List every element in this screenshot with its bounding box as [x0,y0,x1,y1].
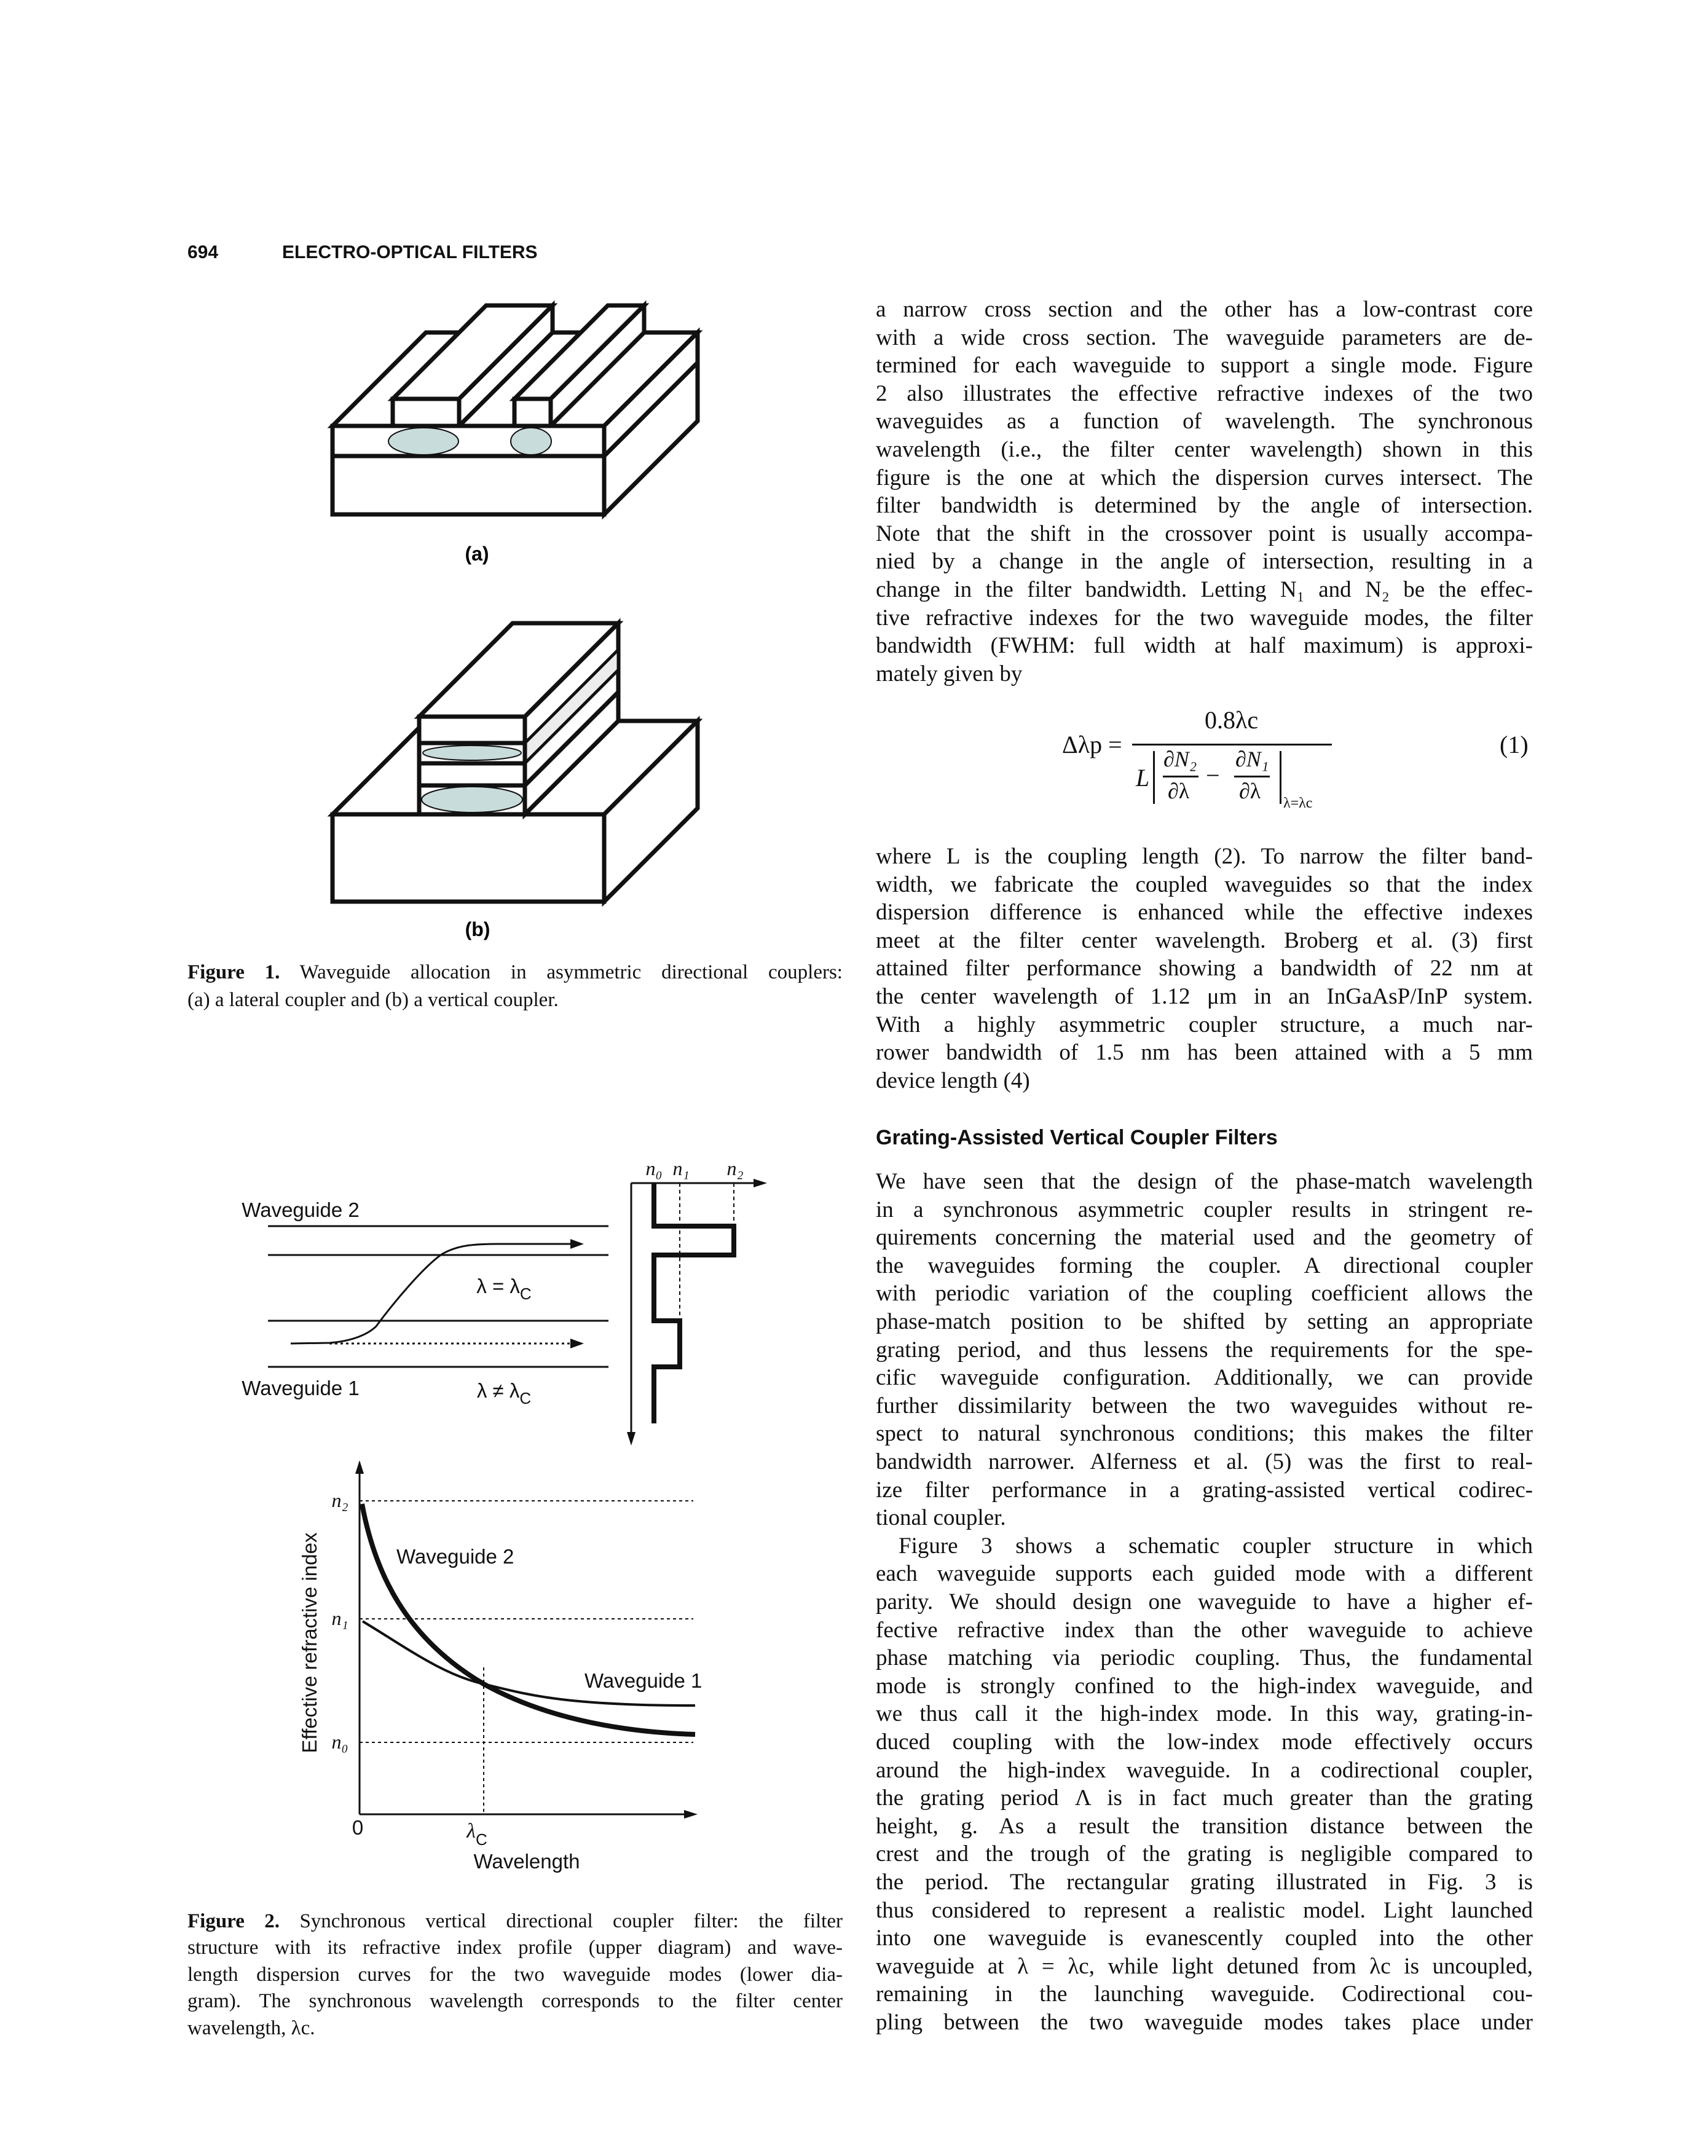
equation-number: (1) [1500,731,1529,758]
caption-label: Figure 2. [187,1910,280,1932]
text-line: waveguides as a function of wavelength. The synchronous [876,409,1533,435]
text-line: bandwidth (FWHM: full width at half maximum) is approxi- [876,633,1533,659]
text-line: device length (4) [876,1068,1030,1093]
text-line: each waveguide supports each guided mode with a different [876,1561,1533,1587]
mode-profile-lower [422,787,522,812]
text-line: filter bandwidth is determined by the angle of intersection. [876,493,1533,519]
caption-line: structure with its refractive index profile (upper diagram) and wave- [187,1937,843,1959]
uncoupled-condition: $\lambda \ne \lambda_C$ [476,1379,532,1407]
text-line: rower bandwidth of 1.5 nm has been attained with a 5 mm [876,1040,1533,1066]
caption-line: length dispersion curves for the two waveguide modes (lower dia- [187,1964,843,1986]
caption-line: (a) a lateral coupler and (b) a vertical coupler. [187,989,559,1011]
running-header: ELECTRO-OPTICAL FILTERS [282,242,538,262]
equation-minus: − [1206,761,1220,789]
panel-a-label: (a) [465,543,489,565]
term1-numerator: ∂N₂ [1163,747,1197,771]
caption-line: gram). The synchronous wavelength corresponds to the filter center [187,1990,843,2012]
text-line: the grating period Λ is in fact much greater than the grating [876,1785,1533,1811]
text-line: termined for each waveguide to support a single mode. Figure [876,353,1533,379]
text-line: parity. We should design one waveguide to have a higher ef- [876,1589,1533,1615]
text-line: pling between the two waveguide modes takes place under [876,2010,1533,2035]
text-line: phase matching via periodic coupling. Thus, the fundamental [876,1645,1533,1671]
text-line: the period. The rectangular grating illustrated in Fig. 3 is [876,1870,1533,1895]
page-number: 694 [187,242,219,262]
text-line: We have seen that the design of the phase-match wavelength [876,1169,1533,1194]
curve-label-waveguide-1: Waveguide 1 [584,1669,702,1692]
x-origin-label: 0 [352,1816,364,1839]
text-line: nied by a change in the angle of intersection, resulting in a [876,549,1533,575]
equation-numerator: 0.8λc [1205,706,1259,734]
text-line: width, we fabricate the coupled waveguides so that the index [876,871,1533,897]
text-line: mately given by [876,661,1023,687]
text-line: into one waveguide is evanescently coupled into the other [876,1926,1533,1951]
abs-bar-right [1280,751,1281,804]
text-line: duced coupling with the low-index mode effectively occurs [876,1729,1533,1755]
text-line: tional coupler. [876,1505,1006,1531]
figure-1b-vertical-coupler [333,623,698,902]
evaluation-point: λ=λc [1283,795,1313,811]
text-line: fective refractive index than the other waveguide to achieve [876,1617,1533,1643]
text-line: the waveguides forming the coupler. A directional coupler [876,1253,1533,1278]
text-line: spect to natural synchronous conditions; this makes the filter [876,1421,1533,1447]
mode-profile-1 [388,428,458,455]
text-line: Figure 3 shows a schematic coupler structure in which [899,1533,1533,1559]
text-line: we thus call it the high-index mode. In this way, grating-in- [876,1701,1533,1727]
abs-bar-left [1153,751,1155,804]
text-line: waveguide at λ = λc, while light detuned from λc is uncoupled, [876,1953,1533,1979]
mode-profile-upper [423,746,521,760]
caption-label: Figure 1. [187,961,280,983]
text-line: quirements concerning the material used and the geometry of [876,1225,1533,1251]
caption-line: wavelength, λc. [187,2017,315,2039]
y-tick-n2: n₂ [331,1489,348,1511]
coupled-condition: $\lambda = \lambda_C$ [476,1275,532,1303]
text-line: with periodic variation of the coupling coefficient allows the [876,1281,1533,1307]
panel-b-label: (b) [465,918,490,940]
text-line: grating period, and thus lessens the requirements for the spe- [876,1337,1533,1363]
text-line: remaining in the launching waveguide. Codirectional cou- [876,1981,1533,2007]
y-axis-label: Effective refractive index [298,1532,321,1753]
text-line: bandwidth narrower. Alferness et al. (5) was the first to real- [876,1449,1533,1474]
caption-line [187,959,843,986]
text-line: the center wavelength of 1.12 μm in an InGaAsP/InP system. [876,984,1533,1009]
text-line: 2 also illustrates the effective refractive indexes of the two [876,380,1533,406]
text-line: figure is the one at which the dispersion curves intersect. The [876,465,1533,490]
text-line: thus considered to represent a realistic model. Light launched [876,1897,1533,1923]
text-line: in a synchronous asymmetric coupler results in stringent re- [876,1197,1533,1222]
text-line: mode is strongly confined to the high-index waveguide, and [876,1673,1533,1699]
caption-text: Waveguide allocation in asymmetric directional couplers: [280,961,843,983]
y-tick-n0: n₀ [331,1731,348,1753]
figure-2-lower-dispersion-plot [355,1460,698,1819]
text-line: where L is the coupling length (2). To narrow the filter band- [876,844,1533,869]
mode-profile-2 [511,428,551,455]
text-line: meet at the filter center wavelength. Broberg et al. (3) first [876,927,1533,953]
index-profile [627,1179,767,1446]
waveguide-1-curve [363,1621,695,1706]
figure-1a-lateral-coupler [333,305,698,514]
waveguide-1-label: Waveguide 1 [242,1377,360,1399]
curve-label-waveguide-2: Waveguide 2 [396,1545,514,1568]
profile-label-n2: n₂ [726,1157,744,1179]
equation-L: L [1136,764,1150,792]
equation-lhs: Δλp = [1062,731,1122,758]
arrow-head [570,1239,584,1249]
fraction-bar [1132,744,1332,746]
waveguide-2-label: Waveguide 2 [242,1198,360,1221]
term2-numerator: ∂N₁ [1235,747,1269,771]
profile-label-n0: n₀ [645,1157,663,1179]
profile-label-n1: n₁ [672,1157,690,1179]
text-line: crest and the trough of the grating is negligible compared to [876,1841,1533,1867]
term1-bar [1163,776,1198,777]
text-line: ize filter performance in a grating-assisted vertical codirec- [876,1477,1533,1503]
section-heading: Grating-Assisted Vertical Coupler Filters [876,1126,1278,1149]
caption-text: Synchronous vertical directional coupler filter: the filter [280,1910,843,1932]
text-line: cific waveguide configuration. Additionally, we can provide [876,1365,1533,1391]
figure-2-upper-labels [242,1157,743,1407]
text-line: With a highly asymmetric coupler structure, a much nar- [876,1012,1533,1037]
text-line: change in the filter bandwidth. Letting N₁ and N₂ be the effec- [876,577,1533,602]
x-axis-label: Wavelength [473,1850,580,1873]
coupled-light-path [291,1244,575,1344]
text-line: dispersion difference is enhanced while the effective indexes [876,900,1533,926]
term2-denominator: ∂λ [1239,779,1261,803]
text-line: with a wide cross section. The waveguide parameters are de- [876,325,1533,350]
text-line: around the high-index waveguide. In a codirectional coupler, [876,1757,1533,1783]
text-line: a narrow cross section and the other has a low-contrast core [876,297,1533,322]
term2-bar [1234,776,1270,777]
arrow-head [570,1339,584,1348]
text-line: attained filter performance showing a bandwidth of 22 nm at [876,956,1533,982]
term1-denominator: ∂λ [1168,779,1190,803]
text-line: further dissimilarity between the two waveguides without re- [876,1393,1533,1418]
text-line: height, g. As a result the transition distance between the [876,1813,1533,1839]
text-line: tive refractive indexes for the two waveguide modes, the filter [876,605,1533,631]
caption-line [187,1908,843,1935]
text-line: wavelength (i.e., the filter center wavelength) shown in this [876,437,1533,462]
y-tick-n1: n₁ [331,1607,348,1629]
text-line: Note that the shift in the crossover point is usually accompa- [876,521,1533,546]
x-tick-lambda-c: $\lambda_C$ [466,1820,487,1849]
text-line: phase-match position to be shifted by setting an appropriate [876,1309,1533,1334]
